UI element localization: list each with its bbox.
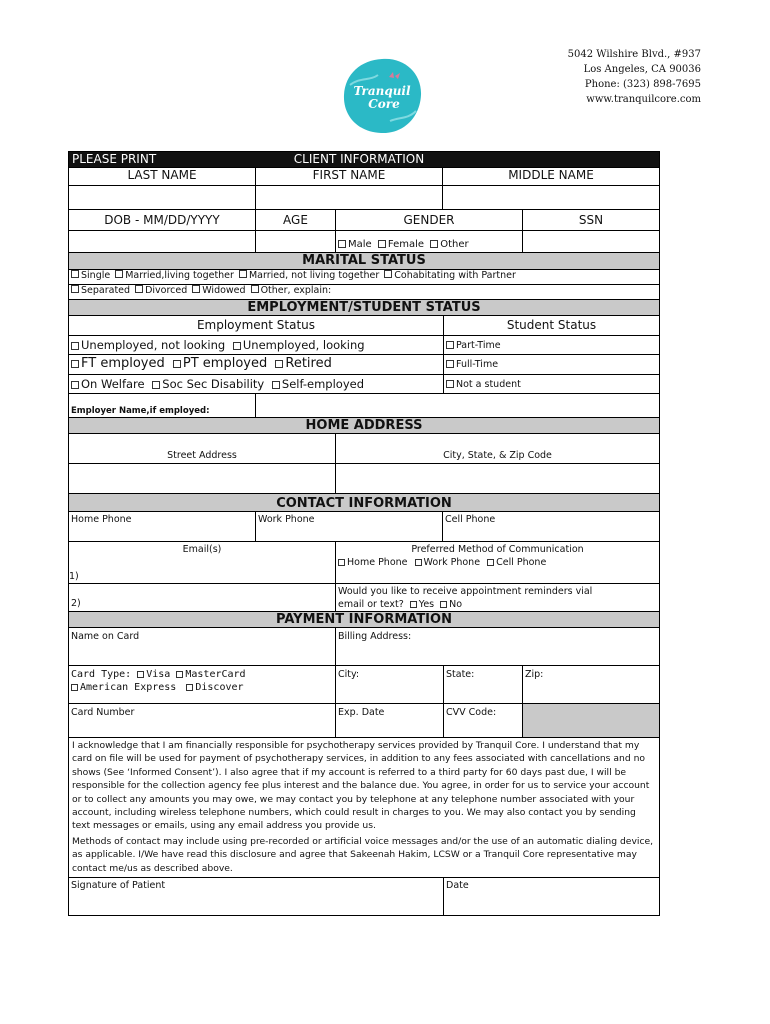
reminders-no-label: No bbox=[449, 599, 463, 610]
street-address-field[interactable] bbox=[69, 464, 336, 493]
payment-title: PAYMENT INFORMATION bbox=[276, 612, 452, 627]
acknowledgement-box bbox=[68, 738, 660, 878]
widowed-label: Widowed bbox=[202, 285, 246, 296]
marital-row-1 bbox=[68, 270, 660, 285]
state-label[interactable]: State: bbox=[444, 666, 523, 703]
signature-row bbox=[68, 878, 660, 916]
employment-header bbox=[68, 300, 660, 316]
phones-row bbox=[68, 512, 660, 542]
card-type-line-1 bbox=[71, 668, 333, 681]
employment-title: EMPLOYMENT/STUDENT STATUS bbox=[247, 300, 481, 315]
city-state-zip-field[interactable] bbox=[336, 464, 659, 493]
ssn-label: SSN bbox=[578, 213, 604, 227]
email-pref-row bbox=[68, 542, 660, 584]
payment-header bbox=[68, 612, 660, 628]
cvv-shaded-cell bbox=[523, 704, 659, 737]
full-time-checkbox[interactable] bbox=[446, 360, 454, 368]
married-not-together-checkbox[interactable] bbox=[239, 270, 247, 278]
acknowledgement-para-1: I acknowledge that I am financially responsible for psychotherapy services provided by Tranquil Core. I understand that my card on file will be used for payment of psychotherapy services, in addition to any fees associated with cancellations and no shows (See ‘Informed Consent’). I also agree that if my account is referred to a third party for 60 days past due, I will be responsible for the collection agency fee plus interest and the balance due. You agree, in order for us to service your account or to collect any amounts you may owe, we may contact you by telephone at any telephone number associated with your account, including wireless telephone numbers, which could result in charges to you. We may also contact you by sending text messages or emails, using any email address you provide us. bbox=[72, 740, 650, 832]
ft-employed-label: FT employed bbox=[81, 356, 165, 371]
employer-name-field[interactable] bbox=[256, 394, 659, 417]
home-address-labels bbox=[68, 434, 660, 464]
gender-female-label: Female bbox=[387, 239, 425, 250]
ft-employed-checkbox[interactable] bbox=[71, 360, 79, 368]
self-employed-label: Self-employed bbox=[281, 377, 365, 391]
employment-row-2-options bbox=[69, 355, 444, 374]
unemployed-looking-label: Unemployed, looking bbox=[242, 338, 365, 352]
ssn-field[interactable] bbox=[523, 231, 659, 252]
age-field[interactable] bbox=[256, 231, 336, 252]
soc-sec-disability-checkbox[interactable] bbox=[152, 381, 160, 389]
logo-text-tranquil: Tranquil bbox=[353, 84, 411, 98]
part-time-option bbox=[444, 336, 659, 354]
dob-labels-row bbox=[68, 210, 660, 231]
email-1-label[interactable]: 1) bbox=[69, 571, 79, 582]
on-welfare-label: On Welfare bbox=[81, 377, 145, 391]
employment-subheaders bbox=[68, 316, 660, 336]
married-together-checkbox[interactable] bbox=[115, 270, 123, 278]
reminders-line-2 bbox=[338, 598, 657, 611]
married-not-together-label: Married, not living together bbox=[248, 270, 380, 281]
card-type-row bbox=[68, 666, 660, 704]
visa-checkbox[interactable] bbox=[137, 671, 144, 678]
home-address-title: HOME ADDRESS bbox=[305, 418, 423, 433]
gender-male-checkbox[interactable] bbox=[338, 240, 346, 248]
middle-name-label: MIDDLE NAME bbox=[508, 168, 594, 182]
middle-name-field[interactable] bbox=[443, 186, 659, 209]
marital-row-2 bbox=[68, 285, 660, 300]
emails-label: Email(s) bbox=[182, 544, 222, 555]
cohabitating-checkbox[interactable] bbox=[384, 270, 392, 278]
preferred-method-label: Preferred Method of Communication bbox=[411, 544, 584, 555]
address-line-1: 5042 Wilshire Blvd., #937 bbox=[567, 49, 701, 60]
contact-title: CONTACT INFORMATION bbox=[276, 496, 452, 511]
intake-form bbox=[68, 151, 660, 916]
reminders-question bbox=[336, 584, 659, 611]
name-labels-row bbox=[68, 168, 660, 186]
card-name-row bbox=[68, 628, 660, 666]
dob-fields-row bbox=[68, 231, 660, 253]
card-type-line-2 bbox=[71, 681, 333, 694]
dob-label: DOB - MM/DD/YYYY bbox=[69, 210, 256, 230]
reminders-line-2-text: email or text? bbox=[338, 599, 404, 610]
employment-row-2 bbox=[68, 355, 660, 375]
full-time-option bbox=[444, 355, 659, 374]
reminders-no-checkbox[interactable] bbox=[440, 601, 447, 608]
gender-other-label: Other bbox=[440, 239, 469, 250]
employment-row-3 bbox=[68, 375, 660, 394]
age-label: AGE bbox=[256, 210, 336, 230]
employment-row-1 bbox=[68, 336, 660, 355]
gender-other-checkbox[interactable] bbox=[430, 240, 438, 248]
pref-home-checkbox[interactable] bbox=[338, 559, 345, 566]
visa-label: Visa bbox=[146, 669, 171, 680]
discover-label: Discover bbox=[195, 682, 244, 693]
self-employed-checkbox[interactable] bbox=[272, 381, 280, 389]
home-address-header bbox=[68, 418, 660, 434]
card-number-row bbox=[68, 704, 660, 738]
pref-home-label: Home Phone bbox=[347, 557, 408, 568]
first-name-field[interactable] bbox=[256, 186, 443, 209]
divorced-checkbox[interactable] bbox=[135, 285, 143, 293]
retired-checkbox[interactable] bbox=[275, 360, 283, 368]
first-name-label: FIRST NAME bbox=[256, 168, 443, 185]
street-address-label: Street Address bbox=[69, 434, 336, 463]
phone-line: Phone: (323) 898-7695 bbox=[584, 79, 701, 90]
dob-field[interactable] bbox=[69, 231, 256, 252]
card-number-label[interactable]: Card Number bbox=[69, 704, 336, 737]
please-print-label: PLEASE PRINT bbox=[72, 152, 157, 166]
mastercard-label: MasterCard bbox=[185, 669, 246, 680]
gender-male-label: Male bbox=[348, 239, 372, 250]
last-name-field[interactable] bbox=[69, 186, 256, 209]
gender-label: GENDER bbox=[336, 210, 523, 230]
soc-sec-disability-label: Soc Sec Disability bbox=[162, 377, 265, 391]
other-explain-label: Other, explain: bbox=[260, 285, 332, 296]
employment-status-label: Employment Status bbox=[69, 316, 444, 335]
amex-label: American Express bbox=[80, 682, 177, 693]
full-time-label: Full-Time bbox=[456, 359, 499, 370]
student-status-label: Student Status bbox=[506, 318, 597, 332]
married-together-label: Married,living together bbox=[125, 270, 234, 281]
pref-cell-label: Cell Phone bbox=[496, 557, 547, 568]
card-type-label: Card Type: bbox=[71, 669, 132, 680]
date-label[interactable]: Date bbox=[446, 880, 469, 891]
gender-female-checkbox[interactable] bbox=[378, 240, 386, 248]
retired-label: Retired bbox=[285, 356, 332, 371]
employer-name-label: Employer Name,if employed: bbox=[69, 394, 256, 417]
logo-text-core: Core bbox=[368, 97, 400, 111]
exp-date-label[interactable]: Exp. Date bbox=[336, 704, 444, 737]
email-2-label[interactable]: 2) bbox=[69, 584, 336, 611]
preferred-method bbox=[336, 542, 659, 583]
other-explain-checkbox[interactable] bbox=[251, 285, 259, 293]
unemployed-not-looking-label: Unemployed, not looking bbox=[81, 338, 226, 352]
billing-address-label[interactable]: Billing Address: bbox=[338, 631, 412, 642]
employer-row bbox=[68, 394, 660, 418]
employment-row-1-options bbox=[69, 336, 444, 354]
mastercard-checkbox[interactable] bbox=[176, 671, 183, 678]
zip-label[interactable]: Zip: bbox=[525, 669, 544, 680]
separated-label: Separated bbox=[81, 285, 131, 296]
cohabitating-label: Cohabitating with Partner bbox=[394, 270, 516, 281]
reminders-line-1: Would you like to receive appointment reminders vial bbox=[338, 586, 593, 597]
acknowledgement-text bbox=[69, 738, 659, 877]
unemployed-not-looking-checkbox[interactable] bbox=[71, 342, 79, 350]
not-student-checkbox[interactable] bbox=[446, 380, 454, 388]
single-label: Single bbox=[81, 270, 111, 281]
last-name-label: LAST NAME bbox=[69, 168, 256, 185]
marital-status-title: MARITAL STATUS bbox=[302, 253, 426, 268]
email-labels bbox=[69, 542, 336, 583]
city-state-zip-label: City, State, & Zip Code bbox=[443, 450, 552, 461]
on-welfare-checkbox[interactable] bbox=[71, 381, 79, 389]
signature-label[interactable]: Signature of Patient bbox=[69, 878, 444, 915]
not-student-option bbox=[444, 375, 659, 393]
widowed-checkbox[interactable] bbox=[192, 285, 200, 293]
pref-work-checkbox[interactable] bbox=[415, 559, 422, 566]
part-time-checkbox[interactable] bbox=[446, 341, 454, 349]
amex-checkbox[interactable] bbox=[71, 684, 78, 691]
home-address-fields bbox=[68, 464, 660, 494]
part-time-label: Part-Time bbox=[456, 340, 501, 351]
cvv-label[interactable]: CVV Code: bbox=[444, 704, 523, 737]
pref-work-label: Work Phone bbox=[423, 557, 481, 568]
reminders-yes-checkbox[interactable] bbox=[410, 601, 417, 608]
address-line-2: Los Angeles, CA 90036 bbox=[583, 64, 701, 75]
single-checkbox[interactable] bbox=[71, 270, 79, 278]
home-phone-label[interactable]: Home Phone bbox=[69, 512, 256, 541]
name-on-card-label[interactable]: Name on Card bbox=[69, 628, 336, 665]
divorced-label: Divorced bbox=[145, 285, 188, 296]
contact-header bbox=[68, 494, 660, 512]
city-label[interactable]: City: bbox=[336, 666, 444, 703]
preferred-options bbox=[338, 557, 657, 568]
client-info-header bbox=[68, 151, 660, 168]
separated-checkbox[interactable] bbox=[71, 285, 79, 293]
pref-cell-checkbox[interactable] bbox=[487, 559, 494, 566]
practice-address bbox=[568, 47, 701, 107]
tranquil-core-logo bbox=[340, 55, 425, 137]
gender-options bbox=[336, 231, 523, 252]
pt-employed-label: PT employed bbox=[182, 356, 268, 371]
reminders-yes-label: Yes bbox=[418, 599, 435, 610]
marital-status-header bbox=[68, 253, 660, 270]
card-type-cell bbox=[69, 666, 336, 703]
not-student-label: Not a student bbox=[456, 379, 521, 390]
name-fields-row bbox=[68, 186, 660, 210]
employment-row-3-options bbox=[69, 375, 444, 393]
email-2-row bbox=[68, 584, 660, 612]
acknowledgement-para-2: Methods of contact may include using pre-recorded or artificial voice messages and/or the use of an automatic dialing device, as applicable. I/We have read this disclosure and agree that Sakeenah Hakim, LCSW or a Tranquil Core representative may contact me/us as described above. bbox=[72, 835, 654, 874]
pt-employed-checkbox[interactable] bbox=[173, 360, 181, 368]
unemployed-looking-checkbox[interactable] bbox=[233, 342, 241, 350]
cell-phone-label[interactable]: Cell Phone bbox=[445, 514, 496, 525]
work-phone-label[interactable]: Work Phone bbox=[256, 512, 443, 541]
client-info-title: CLIENT INFORMATION bbox=[293, 152, 425, 166]
website-line: www.tranquilcore.com bbox=[586, 94, 701, 105]
discover-checkbox[interactable] bbox=[186, 684, 193, 691]
